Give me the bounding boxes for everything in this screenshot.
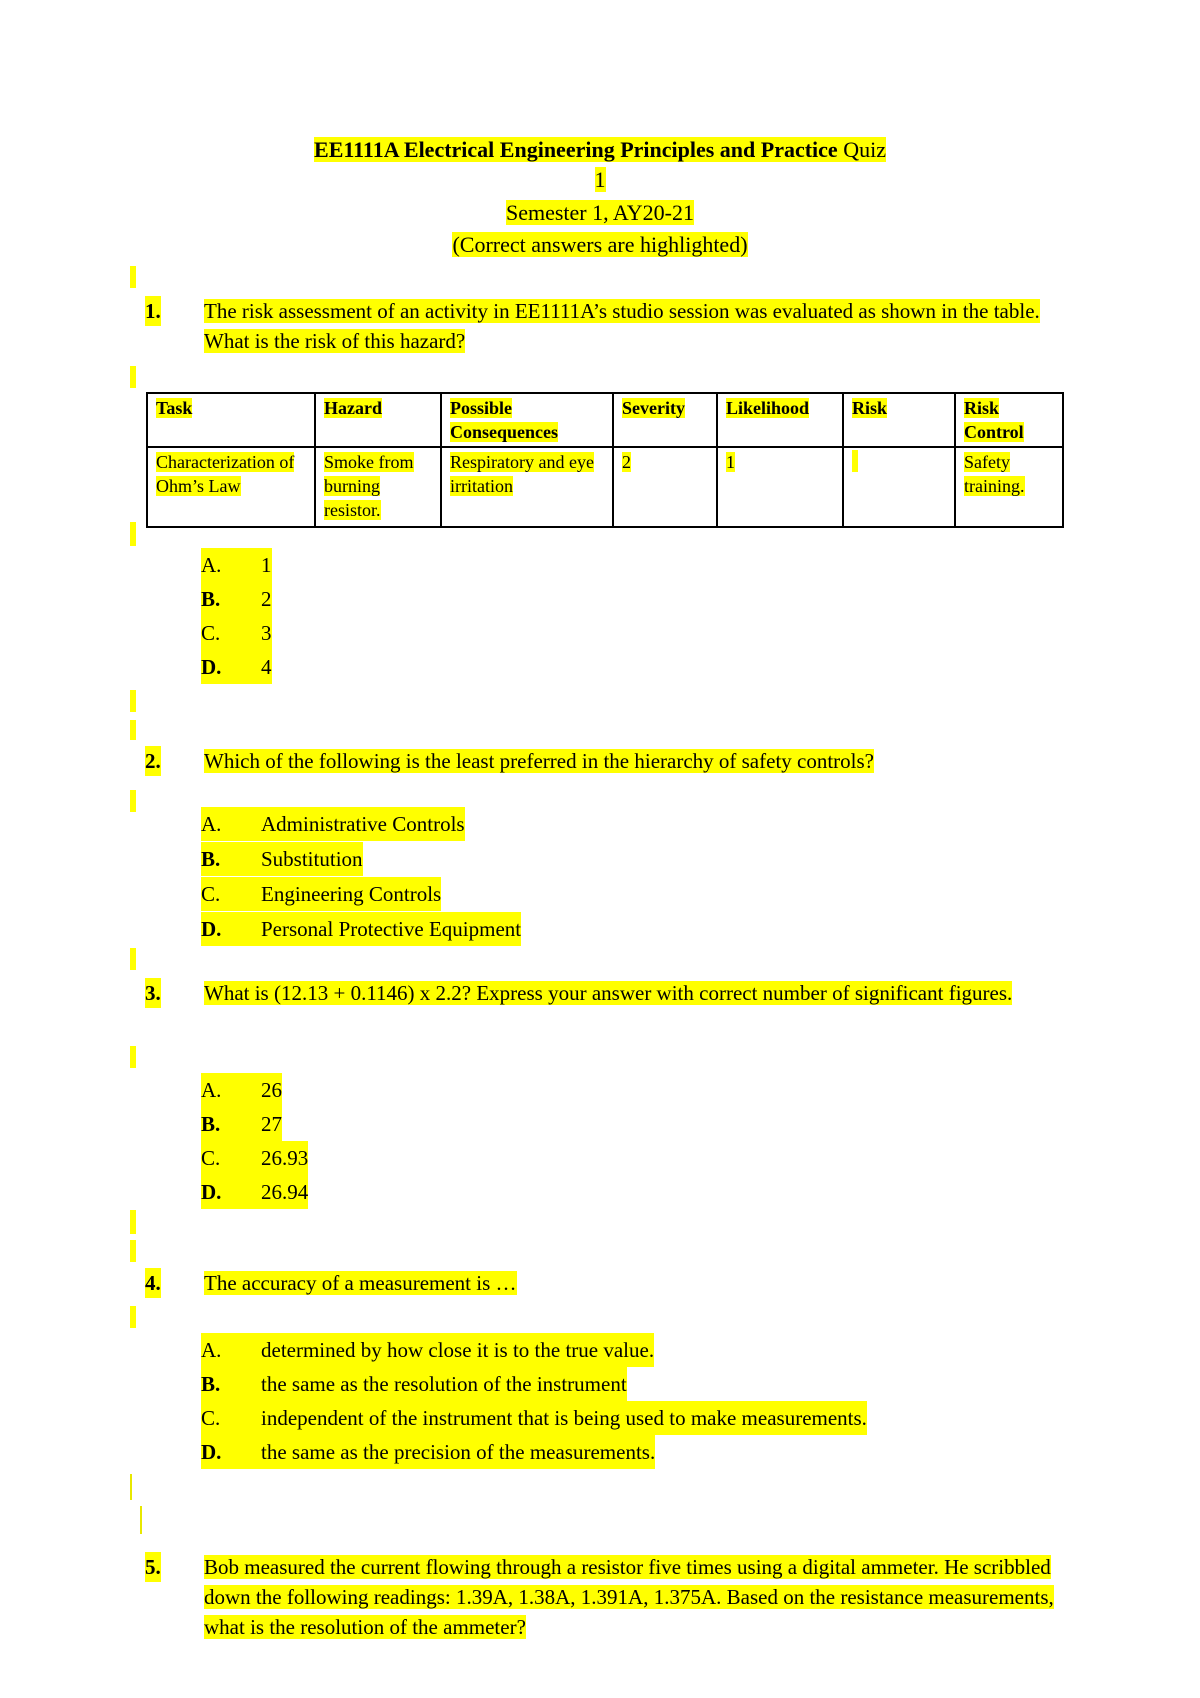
table-row	[147, 447, 1063, 527]
question-3-number: 3.	[145, 978, 161, 1008]
quiz-word: Quiz	[843, 137, 886, 162]
option-a[interactable]: A. 1	[201, 548, 272, 582]
quiz-number: 1	[594, 167, 606, 192]
option-b[interactable]: B. 27	[201, 1107, 282, 1141]
margin-mark	[130, 1046, 136, 1068]
option-a[interactable]: A. determined by how close it is to the true value.	[201, 1333, 654, 1367]
table-header-cell: Possible Consequences	[441, 393, 613, 447]
margin-mark	[130, 266, 136, 288]
margin-mark	[140, 1506, 142, 1534]
margin-mark	[130, 690, 136, 712]
margin-mark	[130, 790, 136, 812]
table-cell: Characterization of Ohm’s Law	[147, 447, 315, 527]
margin-mark	[130, 948, 136, 970]
option-c[interactable]: C. 3	[201, 616, 272, 650]
question-2-number: 2.	[145, 746, 161, 776]
question-2-text: Which of the following is the least preferred in the hierarchy of safety controls?	[204, 749, 875, 773]
question-5-text: Bob measured the current flowing through a resistor five times using a digital ammeter. He scribbled down the following readings: 1.39A, 1.38A, 1.391A, 1.375A. Based on the resistance measurements, what is the resolution of the ammeter?	[204, 1555, 1054, 1639]
question-3-text: What is (12.13 + 0.1146) x 2.2? Express your answer with correct number of significant figures.	[204, 981, 1013, 1005]
table-header-cell: Task	[147, 393, 315, 447]
option-a[interactable]: A. Administrative Controls	[201, 807, 465, 841]
margin-mark	[130, 1240, 136, 1262]
option-c[interactable]: C. 26.93	[201, 1141, 308, 1175]
option-b[interactable]: B. 2	[201, 582, 272, 616]
table-header-row	[147, 393, 1063, 447]
question-4-number: 4.	[145, 1268, 161, 1298]
course-title: EE1111A Electrical Engineering Principles and Practice	[314, 137, 838, 162]
table-cell: Respiratory and eye irritation	[441, 447, 613, 527]
margin-mark	[130, 1306, 136, 1328]
option-d[interactable]: D. 26.94	[201, 1175, 308, 1209]
risk-assessment-table	[146, 392, 1064, 528]
answers-note: (Correct answers are highlighted)	[452, 232, 748, 257]
table-header-cell: Risk	[843, 393, 955, 447]
option-b[interactable]: B. Substitution	[201, 842, 363, 876]
table-header-cell: Hazard	[315, 393, 441, 447]
question-1-number: 1.	[145, 296, 161, 326]
option-c[interactable]: C. Engineering Controls	[201, 877, 441, 911]
table-cell	[843, 447, 955, 527]
option-d[interactable]: D. Personal Protective Equipment	[201, 912, 521, 946]
option-d[interactable]: D. 4	[201, 650, 272, 684]
option-a[interactable]: A. 26	[201, 1073, 282, 1107]
margin-mark	[130, 522, 136, 546]
quiz-title	[0, 135, 1200, 165]
table-cell: 2	[613, 447, 717, 527]
table-cell: 1	[717, 447, 843, 527]
margin-mark	[130, 1210, 136, 1234]
table-header-cell: Severity	[613, 393, 717, 447]
semester-line: Semester 1, AY20-21	[505, 200, 694, 225]
option-b[interactable]: B. the same as the resolution of the instrument	[201, 1367, 627, 1401]
margin-mark	[130, 720, 136, 740]
table-cell: Smoke from burning resistor.	[315, 447, 441, 527]
margin-mark	[130, 366, 136, 388]
table-header-cell: Likelihood	[717, 393, 843, 447]
table-header-cell: Risk Control	[955, 393, 1063, 447]
option-c[interactable]: C. independent of the instrument that is being used to make measurements.	[201, 1401, 867, 1435]
question-4-text: The accuracy of a measurement is …	[204, 1271, 517, 1295]
table-cell: Safety training.	[955, 447, 1063, 527]
option-d[interactable]: D. the same as the precision of the measurements.	[201, 1435, 655, 1469]
margin-mark	[130, 1474, 132, 1500]
question-5-number: 5.	[145, 1552, 161, 1582]
question-1-text: The risk assessment of an activity in EE1111A’s studio session was evaluated as shown in the table. What is the risk of this hazard?	[204, 299, 1040, 353]
